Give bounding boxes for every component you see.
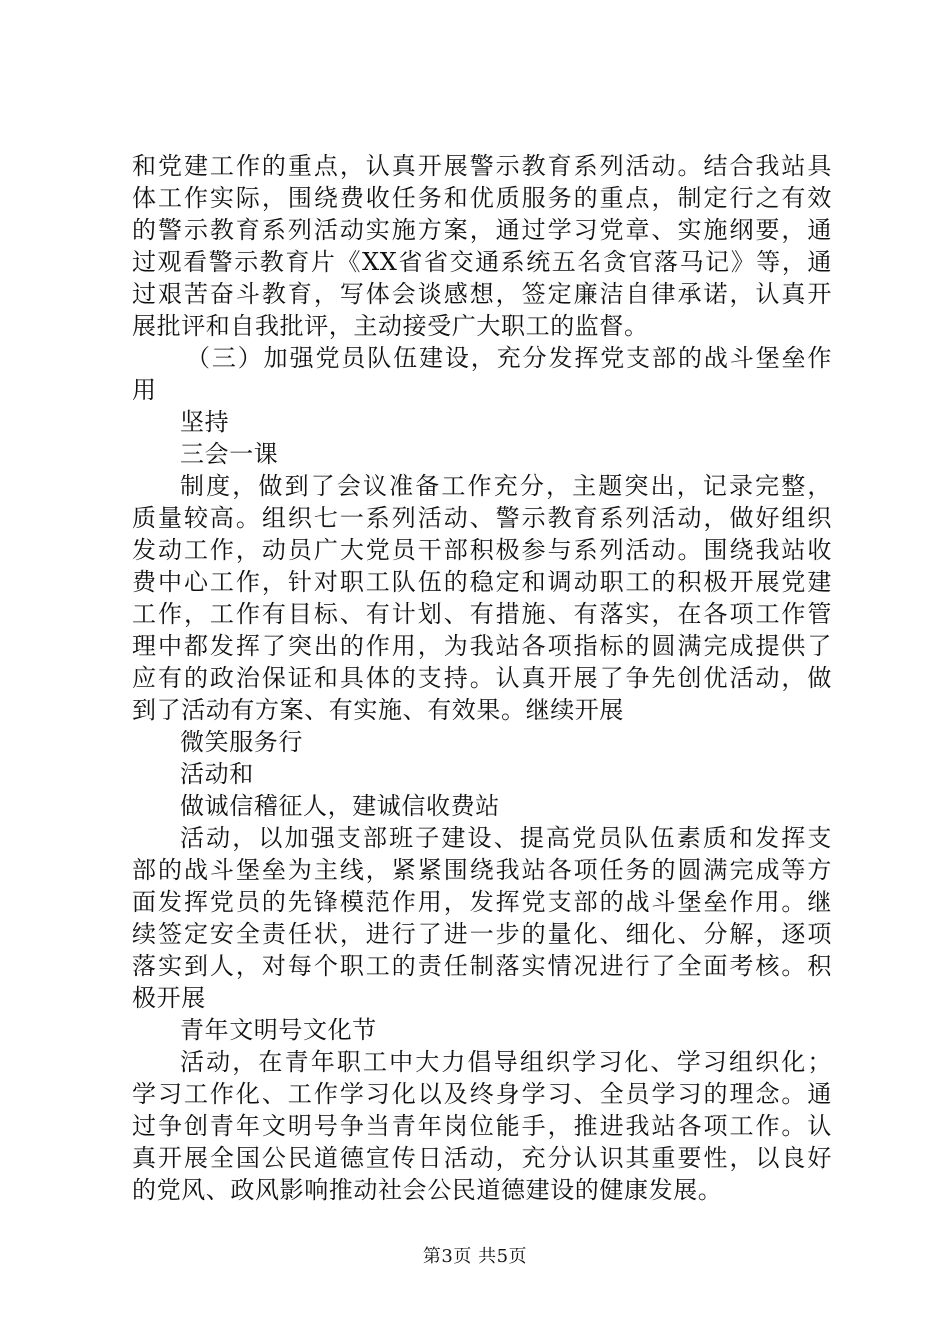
text-line: 做诚信稽征人，建诚信收费站 bbox=[180, 792, 500, 820]
text-line: 质量较高。组织七一系列活动、警示教育系列活动，做好组织 bbox=[132, 504, 832, 532]
text-line: 的党风、政风影响推动社会公民道德建设的健康发展。 bbox=[132, 1176, 723, 1204]
text-line: 活动，以加强支部班子建设、提高党员队伍素质和发挥支 bbox=[180, 824, 832, 852]
text-line: 展批评和自我批评，主动接受广大职工的监督。 bbox=[132, 312, 649, 340]
text-line: 三会一课 bbox=[180, 440, 279, 468]
text-line: 真开展全国公民道德宣传日活动，充分认识其重要性，以良好 bbox=[132, 1144, 832, 1172]
text-line: 到了活动有方案、有实施、有效果。继续开展 bbox=[132, 696, 624, 724]
text-line: 过艰苦奋斗教育，写体会谈感想，签定廉洁自律承诺，认真开 bbox=[132, 280, 832, 308]
text-line: 面发挥党员的先锋模范作用，发挥党支部的战斗堡垒作用。继 bbox=[132, 888, 832, 916]
text-line: 和党建工作的重点，认真开展警示教育系列活动。结合我站具 bbox=[132, 152, 832, 180]
text-line: 部的战斗堡垒为主线，紧紧围绕我站各项任务的圆满完成等方 bbox=[132, 856, 832, 884]
text-line: 制度，做到了会议准备工作充分，主题突出，记录完整， bbox=[180, 472, 832, 500]
section-heading-line: 用 bbox=[132, 376, 157, 404]
text-line: 活动，在青年职工中大力倡导组织学习化、学习组织化； bbox=[180, 1048, 832, 1076]
section-heading-line: （三）加强党员队伍建设，充分发挥党支部的战斗堡垒作 bbox=[186, 344, 832, 372]
text-line: 应有的政治保证和具体的支持。认真开展了争先创优活动，做 bbox=[132, 664, 832, 692]
document-body bbox=[132, 150, 832, 1206]
text-line: 学习工作化、工作学习化以及终身学习、全员学习的理念。通 bbox=[132, 1080, 832, 1108]
text-line: 理中都发挥了突出的作用，为我站各项指标的圆满完成提供了 bbox=[132, 632, 832, 660]
text-line: 续签定安全责任状，进行了进一步的量化、细化、分解，逐项 bbox=[132, 920, 832, 948]
text-line: 工作，工作有目标、有计划、有措施、有落实，在各项工作管 bbox=[132, 600, 832, 628]
page-number-footer: 第3页 共5页 bbox=[422, 1246, 528, 1267]
text-line: 微笑服务行 bbox=[180, 728, 303, 756]
text-line: 青年文明号文化节 bbox=[180, 1016, 377, 1044]
text-line: 坚持 bbox=[180, 408, 230, 436]
text-line: 的警示教育系列活动实施方案，通过学习党章、实施纲要，通 bbox=[132, 216, 832, 244]
text-line: 费中心工作，针对职工队伍的稳定和调动职工的积极开展党建 bbox=[132, 568, 832, 596]
text-line: 体工作实际，围绕费收任务和优质服务的重点，制定行之有效 bbox=[132, 184, 832, 212]
text-line: 落实到人，对每个职工的责任制落实情况进行了全面考核。积 bbox=[132, 952, 832, 980]
text-line: 活动和 bbox=[180, 760, 254, 788]
text-line: 过观看警示教育片《XX省省交通系统五名贪官落马记》等，通 bbox=[132, 248, 832, 276]
text-line: 过争创青年文明号争当青年岗位能手，推进我站各项工作。认 bbox=[132, 1112, 832, 1140]
text-line: 极开展 bbox=[132, 984, 206, 1012]
text-line: 发动工作，动员广大党员干部积极参与系列活动。围绕我站收 bbox=[132, 536, 832, 564]
